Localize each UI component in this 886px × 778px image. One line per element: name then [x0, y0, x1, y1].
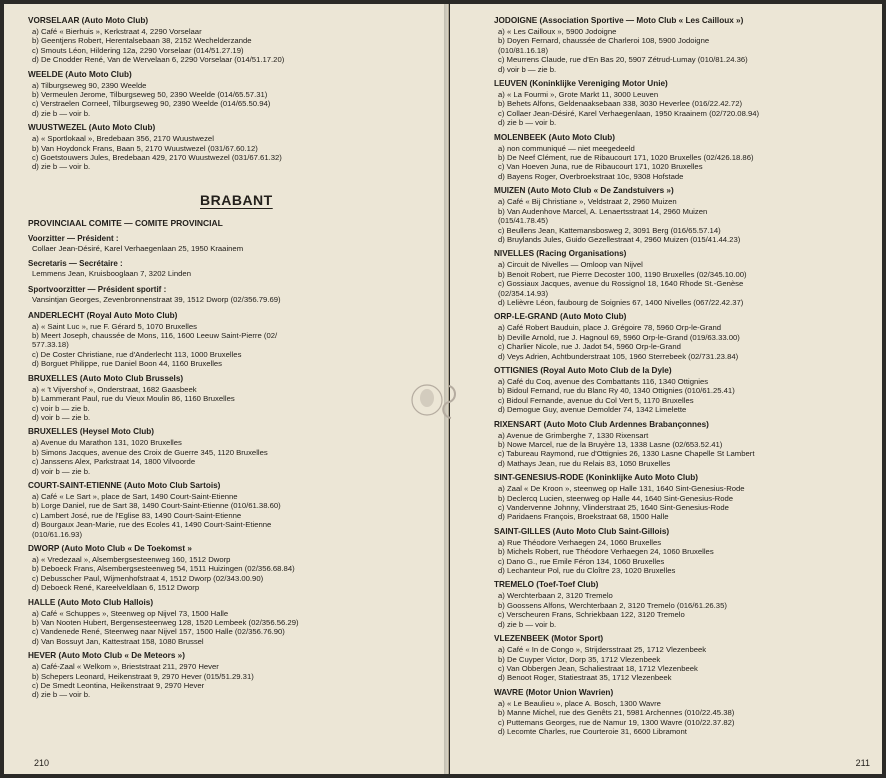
club-detail-line: c) Verstraelen Corneel, Tilburgseweg 90, 2390 Weelde (014/65.50.94) — [32, 99, 271, 109]
club-entry — [28, 16, 438, 65]
club-title: RIXENSART (Auto Moto Club Ardennes Brabançonnes) — [494, 419, 709, 429]
club-detail-line: (015/41.78.45) — [498, 216, 549, 226]
club-detail-line: a) « Le Beaulieu », place A. Bosch, 1300 Wavre — [498, 698, 661, 708]
club-detail-line: b) Bidoul Fernand, rue du Blanc Ry 40, 1340 Ottignies (010/61.25.41) — [498, 386, 735, 396]
club-detail-line: a) Rue Théodore Verhaegen 24, 1060 Bruxelles — [498, 537, 662, 547]
club-detail-line: b) Schepers Leonard, Heikenstraat 9, 2970 Hever (015/51.29.31) — [32, 671, 254, 681]
right-page — [450, 4, 882, 774]
club-detail-line: d) zie b — voir b. — [498, 118, 557, 128]
club-detail-line: b) Lorge Daniel, rue de Sart 38, 1490 Court-Saint-Etienne (010/61.38.60) — [32, 501, 281, 511]
club-detail-line: c) Tabureau Raymond, rue d'Ottignies 26, 1330 Lasne Chapelle St Lambert — [498, 449, 755, 459]
right-column — [494, 16, 874, 741]
club-detail-line: a) non communiqué — niet meegedeeld — [498, 143, 635, 153]
club-title: DWORP (Auto Moto Club « De Toekomst » — [28, 543, 192, 553]
club-entry — [28, 651, 438, 700]
club-title: JODOIGNE (Association Sportive — Moto Club « Les Cailloux ») — [494, 16, 744, 25]
club-entry — [494, 634, 874, 683]
club-detail-line: c) Bidoul Fernande, avenue du Col Vert 5, 1170 Bruxelles — [498, 395, 694, 405]
club-detail-line: c) Janssens Alex, Parkstraat 14, 1800 Vilvoorde — [32, 457, 196, 467]
club-title: BRUXELLES (Auto Moto Club Brussels) — [28, 373, 184, 383]
club-entry — [28, 427, 438, 476]
club-detail-line: d) Demogue Guy, avenue Demolder 74, 1342 Limelette — [498, 405, 687, 415]
club-title: WAVRE (Motor Union Wavrien) — [494, 687, 614, 697]
club-detail-line: c) Lambert José, rue de l'Eglise 83, 1490 Court-Saint-Etienne — [32, 510, 242, 520]
club-detail-line: a) Avenue de Grimberghe 7, 1330 Rixensart — [498, 430, 649, 440]
page-number: 211 — [855, 758, 870, 768]
club-title: WUUSTWEZEL (Auto Moto Club) — [28, 123, 156, 133]
club-detail-line: a) « Vredezaal », Alsembergsesteenweg 160, 1512 Dworp — [32, 554, 231, 564]
club-entry — [494, 186, 874, 244]
club-detail-line: b) Deboeck Frans, Alsembergsesteenweg 54, 1511 Huizingen (02/356.68.84) — [32, 564, 295, 574]
officer-value: Lemmens Jean, Kruisbooglaan 7, 3202 Linden — [32, 269, 191, 279]
club-detail-line: a) Café « Bij Christiane », Veldstraat 2, 2960 Muizen — [498, 197, 677, 207]
club-title: HEVER (Auto Moto Club « De Meteors ») — [28, 651, 185, 661]
committee-heading: PROVINCIAAL COMITE — COMITE PROVINCIAL — [28, 217, 223, 228]
club-detail-line: d) De Cnodder René, Van de Wervelaan 6, 2290 Vorselaar (014/51.17.20) — [32, 55, 285, 65]
club-detail-line: a) « La Fourmi », Grote Markt 11, 3000 Leuven — [498, 90, 659, 100]
club-title: HALLE (Auto Moto Club Hallois) — [28, 597, 154, 607]
club-entry — [28, 70, 438, 119]
club-detail-line: d) Lelièvre Léon, faubourg de Soignies 67, 1400 Nivelles (067/22.42.37) — [498, 297, 744, 307]
club-detail-line: b) Van Audenhove Marcel, A. Lenaertsstraat 14, 2960 Muizen — [498, 206, 708, 216]
club-detail-line: a) Café « In de Congo », Strijdersstraat 25, 1712 Vlezenbeek — [498, 645, 707, 655]
club-title: OTTIGNIES (Royal Auto Moto Club de la Dyle) — [494, 365, 672, 375]
left-column — [28, 16, 438, 705]
club-title: LEUVEN (Koninklijke Vereniging Motor Unie) — [494, 79, 668, 89]
club-detail-line: a) Avenue du Marathon 131, 1020 Bruxelles — [32, 438, 182, 448]
club-detail-line: a) Café du Coq, avenue des Combattants 116, 1340 Ottignies — [498, 376, 709, 386]
club-detail-line: c) Vandervenne Johnny, Vlinderstraat 25, 1640 Sint-Genesius-Rode — [498, 503, 729, 513]
club-title: MOLENBEEK (Auto Moto Club) — [494, 132, 615, 142]
club-detail-line: d) zie b — voir b. — [32, 108, 91, 118]
club-detail-line: b) De Neef Clément, rue de Ribaucourt 171, 1020 Bruxelles (02/426.18.86) — [498, 153, 754, 163]
club-title: ANDERLECHT (Royal Auto Moto Club) — [28, 310, 178, 320]
club-detail-line: d) Bruylands Jules, Guido Gezellestraat 4, 2960 Muizen (015/41.44.23) — [498, 234, 741, 244]
club-entry — [494, 16, 874, 74]
club-detail-line: a) Café « Bierhuis », Kerkstraat 4, 2290 Vorselaar — [32, 27, 202, 36]
club-detail-line: b) Vermeulen Jerome, Tilburgseweg 50, 2390 Weelde (014/65.57.31) — [32, 90, 268, 100]
page-number: 210 — [34, 758, 50, 768]
club-entry — [494, 688, 874, 737]
officer-value: Vansintjan Georges, Zevenbronnenstraat 39, 1512 Dworp (02/356.79.69) — [32, 295, 281, 305]
club-detail-line: c) Dano G., rue Emile Féron 134, 1060 Bruxelles — [498, 556, 665, 566]
club-detail-line: d) Veys Adrien, Achtbunderstraat 105, 1960 Sterrebeek (02/731.23.84) — [498, 351, 739, 361]
left-clubs-top — [28, 16, 438, 172]
club-detail-line: c) Puttemans Georges, rue de Namur 19, 1300 Wavre (010/22.37.82) — [498, 717, 735, 727]
club-detail-line: c) Goetstouwers Jules, Bredebaan 429, 2170 Wuustwezel (031/67.61.32) — [32, 153, 282, 163]
officer-value: Collaer Jean-Désiré, Karel Verhaegenlaan 25, 1950 Kraainem — [32, 243, 244, 253]
club-entry — [494, 79, 874, 128]
province-heading: BRABANT — [200, 191, 273, 208]
club-entry — [494, 580, 874, 629]
club-detail-line: c) Collaer Jean-Désiré, Karel Verhaegenlaan, 1950 Kraainem (02/720.08.94) — [498, 108, 760, 118]
club-detail-line: a) Café-Zaal « Welkom », Brieststraat 211, 2970 Hever — [32, 662, 219, 672]
club-detail-line: (010/61.16.93) — [32, 529, 83, 539]
club-detail-line: d) Bourgaux Jean-Marie, rue des Ecoles 41, 1490 Court-Saint-Etienne — [32, 520, 272, 530]
club-detail-line: c) De Smedt Leontina, Heikenstraat 9, 2970 Hever — [32, 681, 205, 691]
club-detail-line: c) Beullens Jean, Kattemansbosweg 2, 3091 Berg (016/65.57.14) — [498, 225, 721, 235]
left-page — [4, 4, 449, 774]
club-detail-line: c) Vandenede René, Steenweg naar Nijvel 157, 1500 Halle (02/356.76.90) — [32, 627, 285, 637]
club-title: VLEZENBEEK (Motor Sport) — [494, 634, 604, 644]
club-detail-line: b) Nowe Marcel, rue de la Bruyère 13, 1338 Lasne (02/653.52.41) — [498, 440, 723, 449]
club-title: NIVELLES (Racing Organisations) — [494, 249, 627, 259]
club-detail-line: d) Mathays Jean, rue du Relais 83, 1050 Bruxelles — [498, 458, 671, 468]
club-detail-line: b) Deville Arnold, rue J. Hagnoul 69, 5960 Orp-le-Grand (019/63.33.00) — [498, 332, 740, 342]
club-detail-line: b) Goossens Alfons, Werchterbaan 2, 3120 Tremelo (016/61.26.35) — [498, 600, 727, 610]
club-detail-line: c) Smouts Léon, Hildering 12a, 2290 Vorselaar (014/51.27.19) — [32, 45, 244, 55]
club-entry — [494, 420, 874, 469]
club-detail-line: b) Lammerant Paul, rue du Vieux Moulin 86, 1160 Bruxelles — [32, 394, 235, 404]
club-title: WEELDE (Auto Moto Club) — [28, 69, 132, 79]
club-detail-line: a) « 't Vijvershof », Onderstraat, 1682 Gaasbeek — [32, 384, 197, 394]
club-detail-line: d) zie b — voir b. — [498, 619, 557, 629]
club-detail-line: b) Benoit Robert, rue Pierre Decoster 100, 1190 Bruxelles (02/345.10.00) — [498, 269, 747, 279]
club-detail-line: b) Simons Jacques, avenue des Croix de Guerre 345, 1120 Bruxelles — [32, 447, 268, 457]
club-detail-line: d) voir b — zie b. — [32, 466, 91, 476]
club-detail-line: 577.33.18) — [32, 340, 69, 350]
club-detail-line: a) Circuit de Nivelles — Omloop van Nijvel — [498, 260, 643, 270]
club-detail-line: d) zie b — voir b. — [32, 690, 91, 700]
club-detail-line: d) Lecomte Charles, rue Courteroie 31, 6600 Libramont — [498, 726, 687, 736]
club-entry — [494, 473, 874, 522]
club-detail-line: a) « Les Cailloux », 5900 Jodoigne — [498, 27, 617, 36]
club-detail-line: b) Van Hoydonck Frans, Baan 5, 2170 Wuustwezel (031/67.60.12) — [32, 143, 258, 153]
club-entry — [28, 544, 438, 593]
club-detail-line: b) Geentjens Robert, Herentalsebaan 38, 2152 Wechelderzande — [32, 36, 252, 46]
club-detail-line: c) Charlier Nicole, rue J. Jadot 54, 5960 Orp-le-Grand — [498, 342, 681, 352]
club-detail-line: (010/81.16.18) — [498, 45, 549, 55]
club-detail-line: b) Manne Michel, rue des Genêts 21, 5981 Archennes (010/22.45.38) — [498, 708, 735, 718]
club-detail-line: a) Zaal « De Kroon », steenweg op Halle 131, 1640 Sint-Genesius-Rode — [498, 484, 745, 494]
club-entry — [28, 374, 438, 423]
club-detail-line: d) Deboeck René, Kareelveldlaan 6, 1512 Dworp — [32, 583, 200, 593]
club-detail-line: c) voir b — zie b. — [32, 403, 90, 413]
club-detail-line: a) Café Robert Bauduin, place J. Grégoire 78, 5960 Orp-le-Grand — [498, 323, 722, 333]
club-detail-line: d) Benoot Roger, Statiestraat 35, 1712 Vlezenbeek — [498, 673, 672, 683]
club-detail-line: d) voir b — zie b. — [498, 64, 557, 74]
club-detail-line: c) Verscheuren Frans, Schriekbaan 122, 3120 Tremelo — [498, 610, 685, 620]
club-detail-line: b) Declercq Lucien, steenweg op Halle 44, 1640 Sint-Genesius-Rode — [498, 493, 734, 503]
club-detail-line: d) Van Bossuyt Jan, Kattestraat 158, 1080 Brussel — [32, 636, 204, 646]
club-detail-line: a) « Saint Luc », rue F. Gérard 5, 1070 Bruxelles — [32, 321, 197, 331]
club-title: COURT-SAINT-ETIENNE (Auto Moto Club Sartois) — [28, 480, 221, 490]
officer-label: Sportvoorzitter — Président sportif : — [28, 285, 167, 295]
club-entry — [494, 249, 874, 307]
club-entry — [494, 366, 874, 415]
club-detail-line: b) Michels Robert, rue Théodore Verhaegen 24, 1060 Bruxelles — [498, 547, 714, 557]
club-detail-line: c) Gossiaux Jacques, avenue du Rossignol 18, 1640 Rhode St.-Genèse — [498, 279, 744, 289]
club-detail-line: (02/354.14.93) — [498, 288, 549, 298]
club-detail-line: b) Van Nooten Hubert, Bergensesteenweg 128, 1520 Lembeek (02/356.56.29) — [32, 618, 299, 627]
club-entry — [494, 312, 874, 361]
left-clubs-bottom — [28, 311, 438, 700]
club-title: MUIZEN (Auto Moto Club « De Zandstuivers ») — [494, 186, 674, 196]
club-detail-line: b) Behets Alfons, Geldenaaksebaan 338, 3030 Heverlee (016/22.42.72) — [498, 99, 743, 109]
club-detail-line: b) Doyen Fernard, chaussée de Charleroi 108, 5900 Jodoigne — [498, 36, 710, 46]
officer-label: Voorzitter — Président : — [28, 233, 119, 243]
rubber-stamp-mark — [405, 378, 465, 424]
club-detail-line: c) De Coster Christiane, rue d'Anderlecht 113, 1000 Bruxelles — [32, 349, 242, 359]
club-entry — [494, 527, 874, 576]
club-detail-line: a) Tilburgseweg 90, 2390 Weelde — [32, 80, 147, 90]
club-detail-line: a) Café « Le Sart », place de Sart, 1490 Court-Saint-Etienne — [32, 491, 238, 501]
club-detail-line: d) zie b — voir b. — [32, 162, 91, 172]
club-title: SINT-GENESIUS-RODE (Koninklijke Auto Moto Club) — [494, 473, 698, 483]
club-entry — [28, 311, 438, 369]
club-entry — [28, 481, 438, 539]
club-detail-line: d) voir b — zie b. — [32, 412, 91, 422]
club-detail-line: d) Paridaens François, Broekstraat 68, 1500 Halle — [498, 512, 669, 522]
club-detail-line: c) Meurrens Claude, rue d'En Bas 20, 5907 Zétrud-Lumay (010/81.24.36) — [498, 55, 748, 65]
club-entry — [494, 133, 874, 182]
club-entry — [28, 123, 438, 172]
club-detail-line: d) Borguet Philippe, rue Daniel Boon 44, 1160 Bruxelles — [32, 359, 223, 369]
club-detail-line: b) Meert Joseph, chaussée de Mons, 116, 1600 Leeuw Saint-Pierre (02/ — [32, 331, 278, 341]
club-detail-line: d) Bayens Roger, Overbroekstraat 10c, 9308 Hofstade — [498, 171, 684, 181]
club-detail-line: d) Lechanteur Pol, rue du Cloître 23, 1020 Bruxelles — [498, 566, 676, 576]
club-entry — [28, 598, 438, 647]
club-detail-line: b) De Cuyper Victor, Dorp 35, 1712 Vlezenbeek — [498, 654, 661, 664]
club-detail-line: c) Debusscher Paul, Wijmenhofstraat 4, 1512 Dworp (02/343.00.90) — [32, 573, 264, 583]
club-title: ORP-LE-GRAND (Auto Moto Club) — [494, 312, 627, 322]
club-detail-line: a) « Sportlokaal », Bredebaan 356, 2170 Wuustwezel — [32, 134, 214, 144]
club-detail-line: c) Van Hoeven Juna, rue de Ribaucourt 171, 1020 Bruxelles — [498, 162, 703, 172]
club-detail-line: c) Van Obbergen Jean, Schaliestraat 18, 1712 Vlezenbeek — [498, 663, 698, 673]
club-detail-line: a) Werchterbaan 2, 3120 Tremelo — [498, 591, 613, 601]
officer-label: Secretaris — Secrétaire : — [28, 259, 123, 269]
club-title: VORSELAAR (Auto Moto Club) — [28, 16, 149, 25]
club-detail-line: a) Café « Schuppes », Steenweg op Nijvel 73, 1500 Halle — [32, 608, 229, 618]
club-title: BRUXELLES (Heysel Moto Club) — [28, 427, 155, 437]
officers — [28, 234, 438, 305]
right-clubs — [494, 16, 874, 736]
club-title: TREMELO (Toef-Toef Club) — [494, 580, 599, 590]
club-title: SAINT-GILLES (Auto Moto Club Saint-Gillois) — [494, 526, 670, 536]
